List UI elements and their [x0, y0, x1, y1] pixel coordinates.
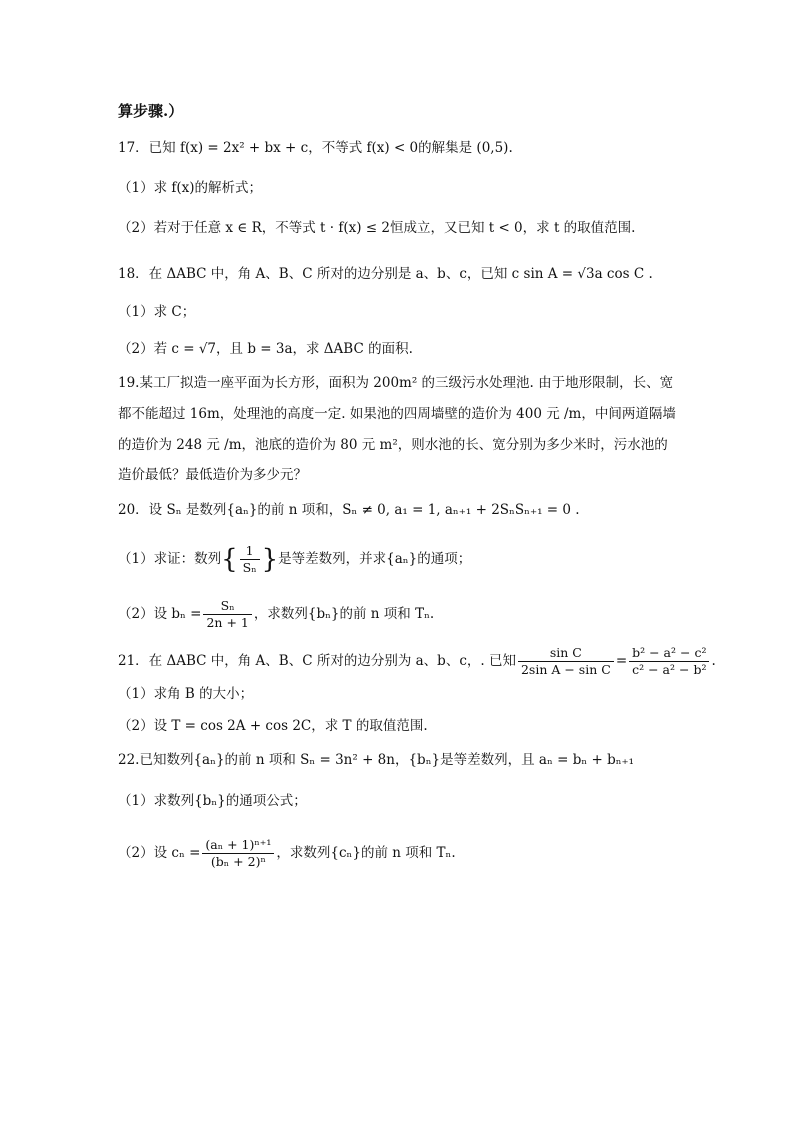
q17-stem: 17．已知 f(x) = 2x² + bx + c，不等式 f(x) < 0的解集是 (0,5).	[118, 140, 513, 156]
fraction-numerator: sin C	[518, 645, 614, 662]
q20-part2	[118, 598, 434, 631]
q19-line3: 的造价为 248 元 /m，池底的造价为 80 元 m²，则水池的长、宽分别为多少米时，污水池的	[118, 437, 668, 453]
fraction-denominator: (bₙ + 2)ⁿ	[210, 854, 266, 869]
q22-part1: （1）求数列{bₙ}的通项公式；	[118, 793, 307, 809]
fraction-denominator: Sₙ	[242, 560, 257, 575]
q20-part2-tail: ，求数列{bₙ}的前 n 项和 Tₙ.	[253, 606, 435, 622]
q22-part2-tail: ，求数列{cₙ}的前 n 项和 Tₙ.	[276, 845, 456, 861]
fraction-denominator: 2n + 1	[206, 615, 249, 630]
q20-part2-text: （2）设 bₙ =	[118, 606, 202, 622]
q20-part1-tail: 是等差数列，并求{aₙ}的通项；	[278, 551, 472, 567]
q19-line4: 造价最低？最低造价为多少元？	[118, 467, 307, 483]
right-brace: }	[261, 544, 279, 575]
q17-part1: （1）求 f(x)的解析式；	[118, 180, 263, 196]
fraction-numerator: (aₙ + 1)ⁿ⁺¹	[202, 837, 274, 854]
fraction-denominator: c² − a² − b²	[632, 662, 707, 677]
fraction-Sn-over-2n1	[203, 598, 251, 631]
left-brace: {	[221, 544, 238, 575]
q18-stem: 18．在 ΔABC 中，角 A、B、C 所对的边分别是 a、b、c，已知 c sin A = √3a cos C .	[118, 266, 653, 282]
equals-sign: =	[615, 653, 628, 669]
q21-stem-text: 21．在 ΔABC 中，角 A、B、C 所对的边分别为 a、b、c，. 已知	[118, 653, 516, 669]
q21-part1: （1）求角 B 的大小；	[118, 686, 254, 702]
fraction-denominator: 2sin A − sin C	[520, 662, 611, 677]
fraction-cn	[202, 837, 274, 870]
q20-part1	[118, 543, 471, 576]
fraction-1-over-Sn	[240, 543, 260, 576]
q22-stem: 22.已知数列{aₙ}的前 n 项和 Sₙ = 3n² + 8n，{bₙ}是等差数列，且 aₙ = bₙ + bₙ₊₁	[118, 752, 635, 768]
q19-line1: 19.某工厂拟造一座平面为长方形，面积为 200m² 的三级污水处理池. 由于地形限制，长、宽	[118, 375, 674, 391]
q19-line2: 都不能超过 16m，处理池的高度一定. 如果池的四周墙壁的造价为 400 元 /m，中间两道隔墙	[118, 406, 676, 422]
fraction-numerator: 1	[240, 543, 260, 560]
q22-part2	[118, 837, 456, 870]
fraction-sides	[629, 645, 709, 678]
q20-stem: 20．设 Sₙ 是数列{aₙ}的前 n 项和，Sₙ ≠ 0, a₁ = 1, aₙ₊₁ + 2SₙSₙ₊₁ = 0 .	[118, 502, 580, 518]
q22-part2-text: （2）设 cₙ =	[118, 845, 201, 861]
fraction-numerator: Sₙ	[203, 598, 251, 615]
q20-part1-text: （1）求证：数列	[118, 551, 222, 567]
fraction-numerator: b² − a² − c²	[629, 645, 709, 662]
fraction-sinC	[518, 645, 614, 678]
q21-part2: （2）设 T = cos 2A + cos 2C，求 T 的取值范围.	[118, 718, 428, 734]
section-heading: 算步骤.）	[118, 102, 184, 120]
q18-part2: （2）若 c = √7，且 b = 3a，求 ΔABC 的面积.	[118, 341, 413, 357]
period: .	[711, 653, 716, 669]
q21-stem	[118, 645, 716, 678]
q18-part1: （1）求 C；	[118, 304, 196, 320]
q17-part2: （2）若对于任意 x ∈ R，不等式 t · f(x) ≤ 2恒成立，又已知 t < 0，求 t 的取值范围.	[118, 220, 636, 236]
